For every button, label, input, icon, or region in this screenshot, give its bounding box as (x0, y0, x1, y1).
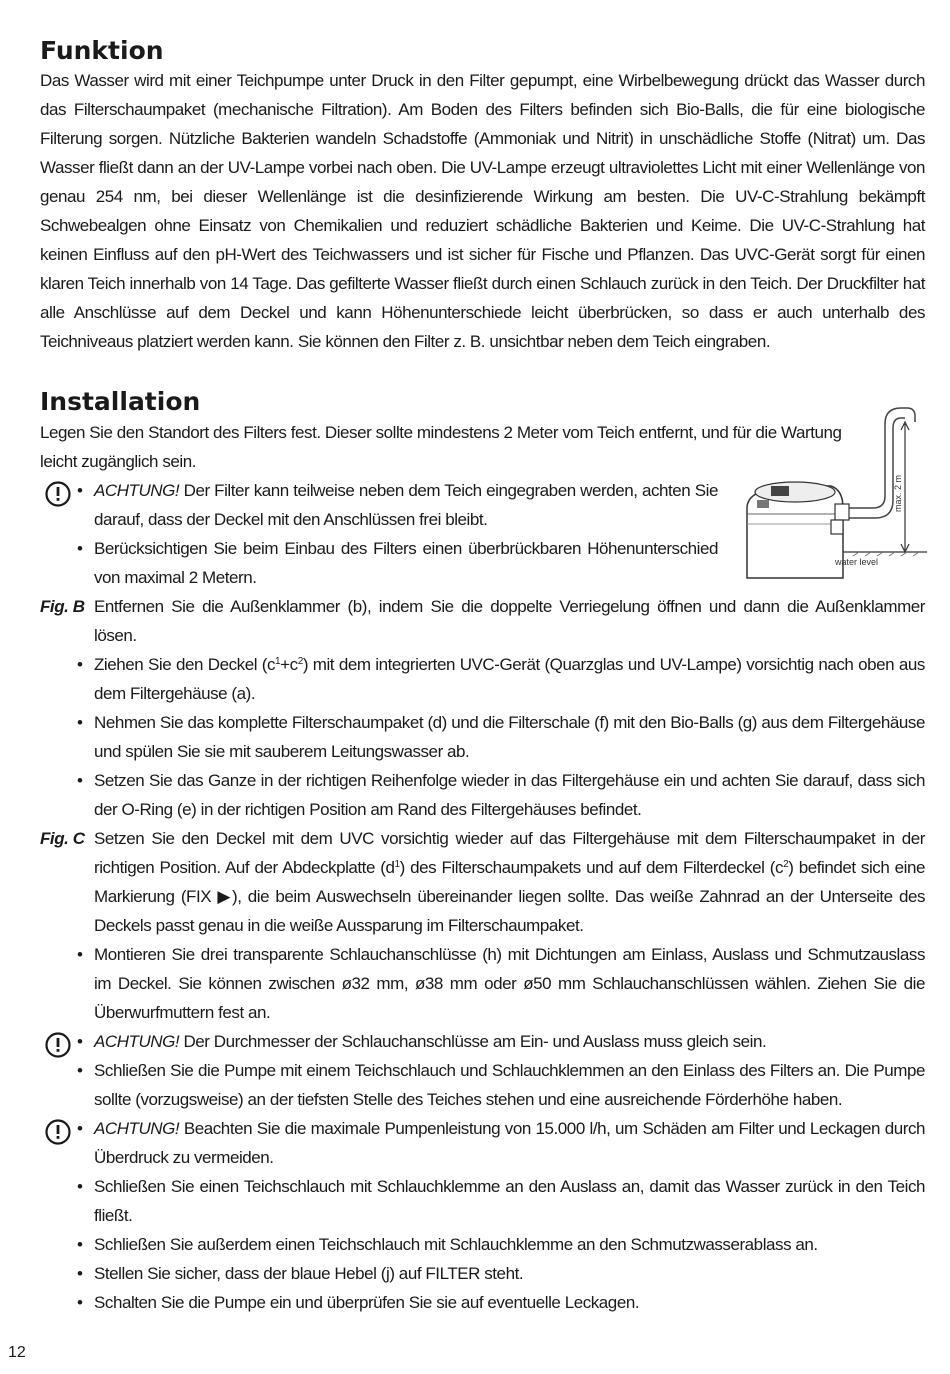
bullet: • (77, 655, 83, 674)
list-item (0, 1288, 950, 1317)
list-item (0, 766, 950, 824)
list-item-text: Setzen Sie den Deckel mit dem UVC vorsichtig wieder auf das Filtergehäuse mit dem Filterschaumpaket in der richtigen Position. Auf der Abdeckplatte $(d^1)$ des Filterschaumpakets und auf dem Filterdeckel $(c^2)$ befindet sich eine Markierung (FIX ▶), die beim Auswechseln übereinander liegen sollte. Das weiße Zahnrad an der Unterseite des Deckels passt genau in die weiße Aussparung im Filterschaumpaket. (94, 829, 925, 935)
list-item-text: Schließen Sie außerdem einen Teichschlauch mit Schlauchklemme an den Schmutzwasserablass an. (94, 1235, 818, 1254)
list-item-text: Setzen Sie das Ganze in der richtigen Reihenfolge wieder in das Filtergehäuse ein und achten Sie darauf, dass sich der O-Ring (e) in der richtigen Position am Rand des Filtergehäuses befindet. (94, 771, 925, 819)
list-item-text: ACHTUNG! Der Filter kann teilweise neben dem Teich eingegraben werden, achten Sie darauf, dass der Deckel mit den Anschlüssen frei bleibt. (94, 481, 718, 529)
section-heading-funktion: Funktion (40, 36, 164, 65)
list-item-text: Montieren Sie drei transparente Schlauchanschlüsse (h) mit Dichtungen am Einlass, Auslass und Schmutzauslass im Deckel. Sie können zwischen ø32 mm, ø38 mm oder ø50 mm Schlauchanschlüssen wählen. Ziehen Sie die Überwurfmuttern fest an. (94, 945, 925, 1022)
list-item (0, 708, 950, 766)
page-number: 12 (8, 1344, 26, 1361)
bullet: • (77, 1032, 83, 1051)
warning-label: ACHTUNG! (94, 1032, 180, 1051)
bullet: • (77, 1235, 83, 1254)
list-item-text: ACHTUNG! Der Durchmesser der Schlauchanschlüsse am Ein- und Auslass muss gleich sein. (94, 1032, 767, 1051)
list-item-text: ACHTUNG! Beachten Sie die maximale Pumpenleistung von 15.000 l/h, um Schäden am Filter und Leckagen durch Überdruck zu vermeiden. (94, 1119, 925, 1167)
bullet: • (77, 713, 83, 732)
warning-icon (44, 1119, 74, 1145)
bullet: • (77, 771, 83, 790)
water-level-label: water level (835, 557, 879, 567)
list-item-warning-1 (0, 476, 950, 534)
warning-icon (44, 481, 74, 507)
list-item-text: Nehmen Sie das komplette Filterschaumpaket (d) und die Filterschale (f) mit den Bio-Balls (g) aus dem Filtergehäuse und spülen Sie sie mit sauberem Leitungswasser ab. (94, 713, 925, 761)
list-item-fig-b (0, 592, 950, 650)
list-item-text: Schließen Sie die Pumpe mit einem Teichschlauch und Schlauchklemmen an den Einlass des Filters an. Die Pumpe sollte (vorzugsweise) an der tiefsten Stelle des Teiches stehen und eine ausreichende Förderhöhe haben. (94, 1061, 925, 1109)
max-height-label: max. 2 m (893, 474, 903, 512)
bullet: • (77, 1293, 83, 1312)
list-item-warning-3 (0, 1114, 950, 1172)
list-item-text: Berücksichtigen Sie beim Einbau des Filters einen überbrückbaren Höhenunterschied von maximal 2 Metern. (94, 539, 718, 587)
list-item (0, 1172, 950, 1230)
list-item-text: Stellen Sie sicher, dass der blaue Hebel (j) auf FILTER steht. (94, 1264, 524, 1283)
list-item-text: Entfernen Sie die Außenklammer (b), indem Sie die doppelte Verriegelung öffnen und dann die Außenklammer lösen. (94, 597, 925, 645)
section-heading-installation: Installation (40, 387, 201, 416)
list-item (0, 534, 950, 592)
list-item (0, 1230, 950, 1259)
list-item (0, 650, 950, 708)
list-item-warning-2 (0, 1027, 950, 1056)
bullet: • (77, 1119, 83, 1138)
installation-intro: Legen Sie den Standort des Filters fest. Dieser sollte mindestens 2 Meter vom Teich entfernt, und für die Wartung leicht zugänglich sein. (40, 423, 842, 471)
bullet: • (77, 1061, 83, 1080)
warning-icon (44, 1032, 74, 1058)
bullet: • (77, 945, 83, 964)
bullet: • (77, 1177, 83, 1196)
list-item-text: Schalten Sie die Pumpe ein und überprüfen Sie sie auf eventuelle Leckagen. (94, 1293, 640, 1312)
list-item-text: Schließen Sie einen Teichschlauch mit Schlauchklemme an den Auslass an, damit das Wasser zurück in den Teich fließt. (94, 1177, 925, 1225)
figure-label-b: Fig. B (40, 597, 85, 616)
list-item (0, 940, 950, 1027)
list-item-text: Ziehen Sie den Deckel $(c^1+c^2)$ mit dem integrierten UVC-Gerät (Quarzglas und UV-Lampe) vorsichtig nach oben aus dem Filtergehäuse (a). (94, 655, 925, 703)
figure-label-c: Fig. C (40, 829, 85, 848)
warning-label: ACHTUNG! (94, 1119, 180, 1138)
bullet: • (77, 1264, 83, 1283)
list-item (0, 1056, 950, 1114)
list-item-fig-c (0, 824, 950, 940)
list-item (0, 1259, 950, 1288)
bullet: • (77, 481, 83, 500)
funktion-paragraph: Das Wasser wird mit einer Teichpumpe unter Druck in den Filter gepumpt, eine Wirbelbewegung drückt das Wasser durch das Filterschaumpaket (mechanische Filtration). Am Boden des Filters befinden sich Bio-Balls, die für eine biologische Filterung sorgen. Nützliche Bakterien wandeln Schadstoffe (Ammoniak und Nitrit) in unschädliche Stoffe (Nitrat) um. Das Wasser fließt dann an der UV-Lampe vorbei nach oben. Die UV-Lampe erzeugt ultraviolettes Licht mit einer Wellenlänge von genau 254 nm, bei dieser Wellenlänge ist die desinfizierende Wirkung am besten. Die UV-C-Strahlung bekämpft Schwebealgen ohne Einsatz von Chemikalien und reduziert schädliche Bakterien und Keime. Die UV-C-Strahlung hat keinen Einfluss auf den pH-Wert des Teichwassers und ist sicher für Fische und Pflanzen. Das UVC-Gerät sorgt für einen klaren Teich innerhalb von 14 Tage. Das gefilterte Wasser fließt durch einen Schlauch zurück in den Teich. Der Druckfilter hat alle Anschlüsse auf dem Deckel und kann Höhenunterschiede leicht überbrücken, so dass er auch unterhalb des Teichniveaus platziert werden kann. Sie können den Filter z. B. unsichtbar neben dem Teich eingraben. (40, 71, 925, 351)
warning-label: ACHTUNG! (94, 481, 180, 500)
bullet: • (77, 539, 83, 558)
